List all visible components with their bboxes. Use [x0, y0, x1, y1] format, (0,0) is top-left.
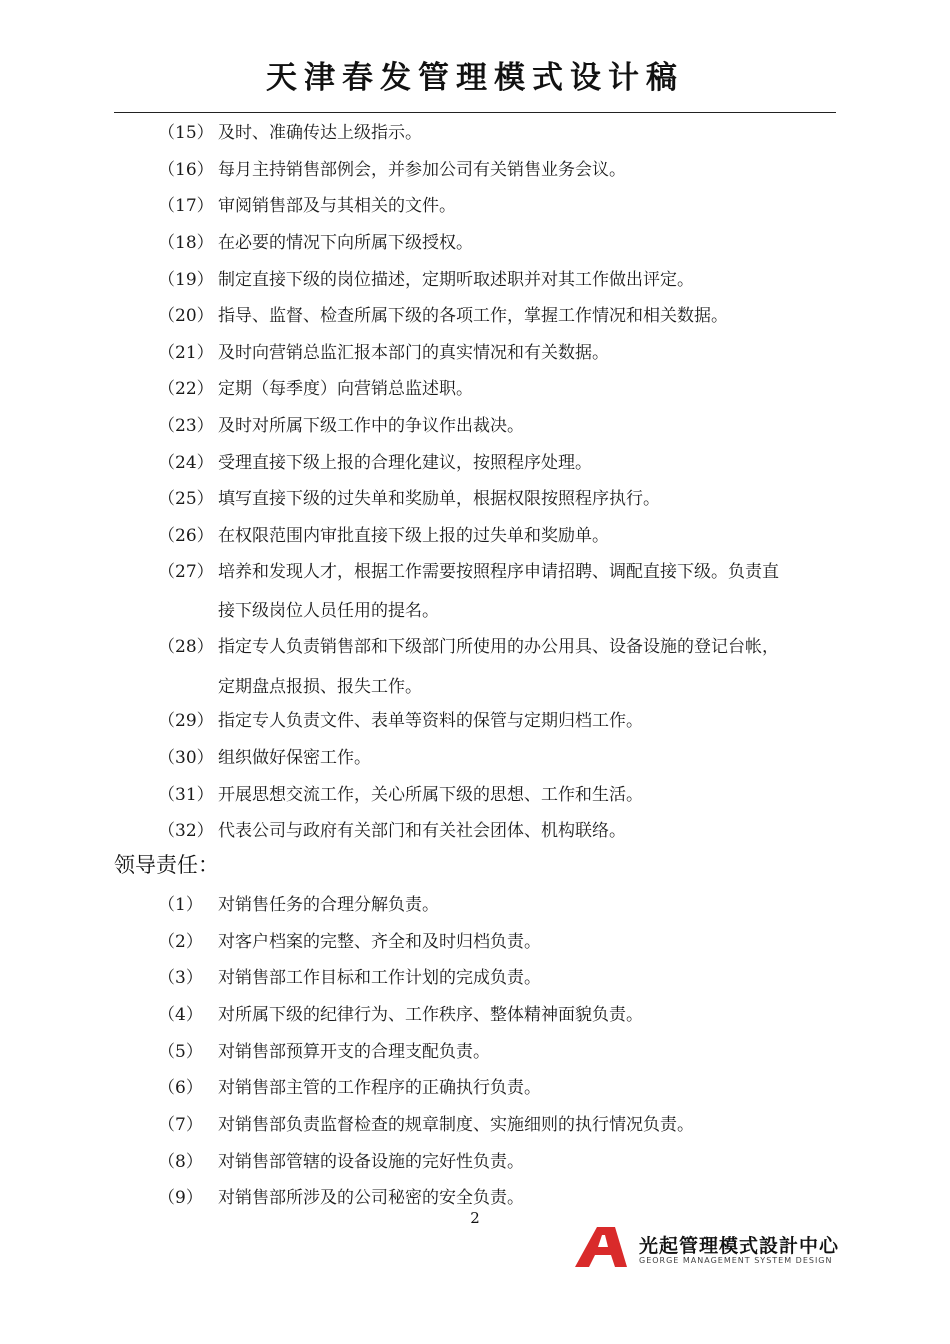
- header-divider: [114, 112, 836, 113]
- logo-subtitle: GEORGE MANAGEMENT SYSTEM DESIGN: [639, 1256, 833, 1265]
- logo-name: 光起管理模式設計中心: [639, 1235, 840, 1257]
- page-header-title: 天津春发管理模式设计稿: [266, 60, 684, 96]
- section-heading-leadership-responsibility: 领导责任：: [114, 853, 219, 877]
- logo-a-mark-icon: [575, 1225, 633, 1269]
- page-number: 2: [470, 1209, 480, 1227]
- company-logo: [575, 1225, 845, 1271]
